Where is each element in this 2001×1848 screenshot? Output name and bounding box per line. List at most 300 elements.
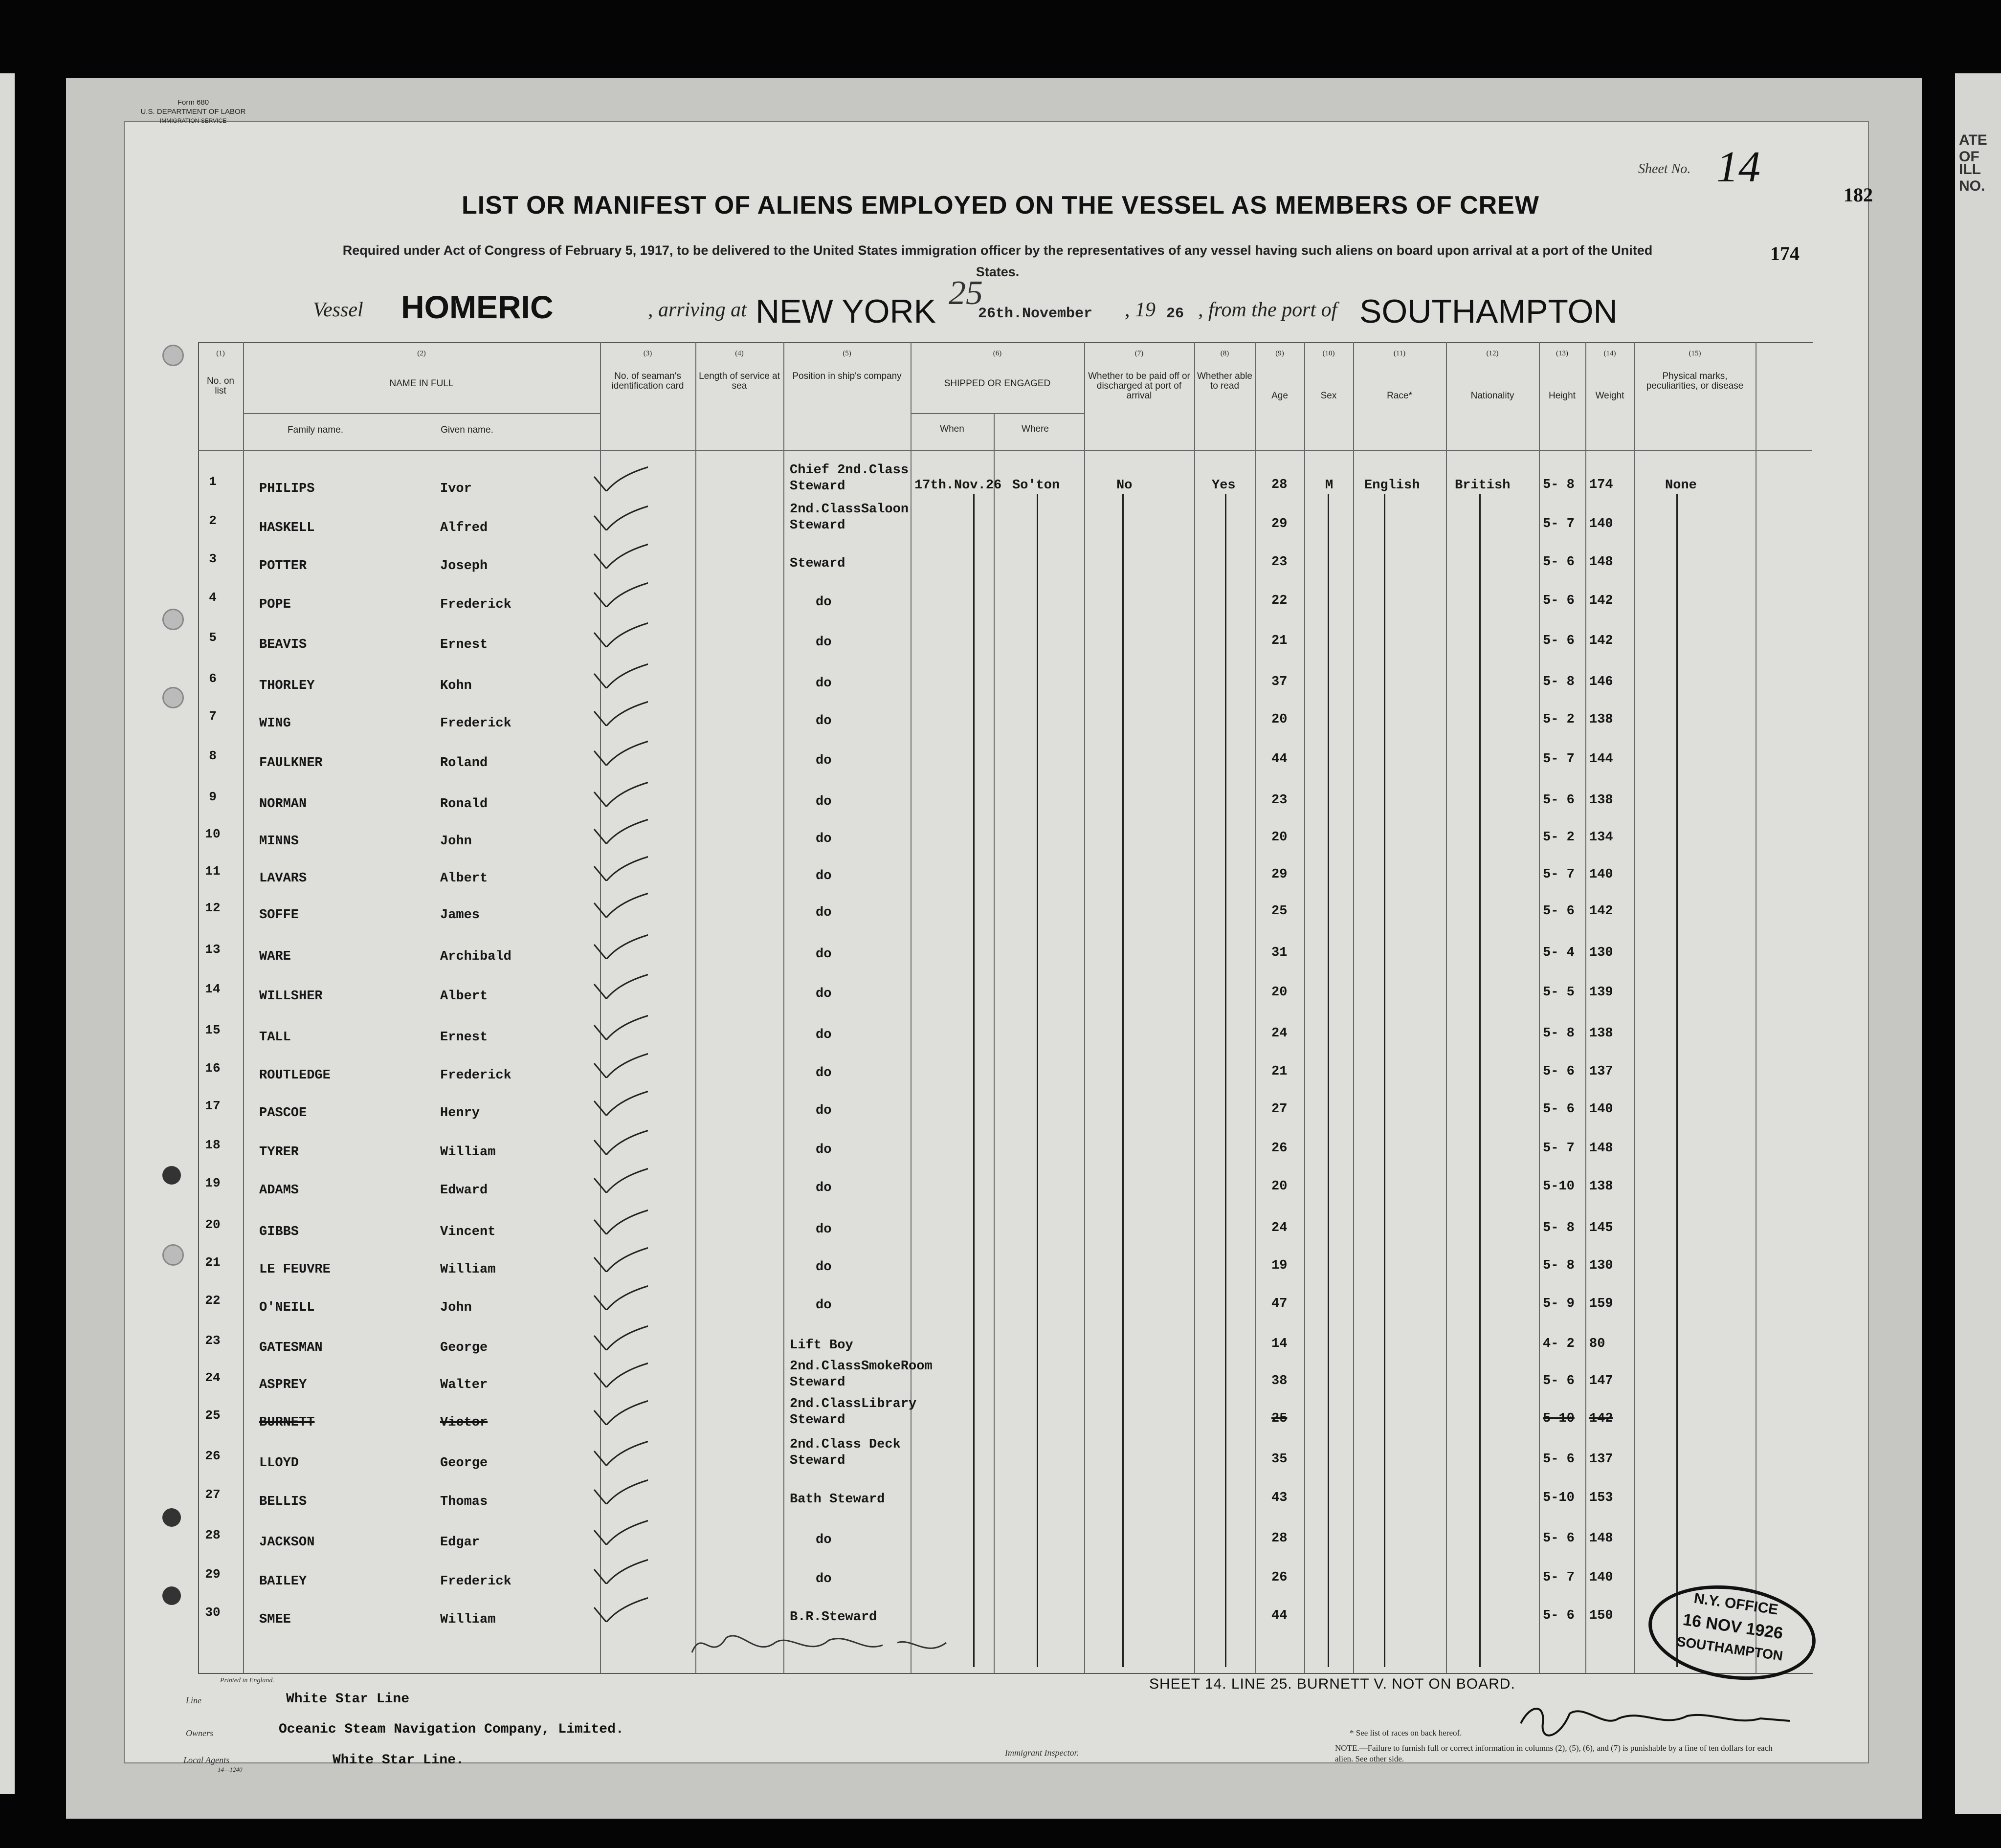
- row-number: 22: [205, 1293, 221, 1308]
- position: do: [816, 635, 832, 650]
- family-name: GIBBS: [259, 1225, 299, 1239]
- height: 5- 8: [1543, 478, 1575, 492]
- arrival-port: NEW YORK: [756, 293, 936, 330]
- height: 5- 8: [1543, 1258, 1575, 1273]
- position: do: [816, 676, 832, 691]
- age: 31: [1271, 946, 1288, 960]
- given-name: Ivor: [440, 482, 472, 496]
- weight: 148: [1589, 1531, 1613, 1546]
- nationality-value: British: [1455, 478, 1511, 493]
- family-name: BAILEY: [259, 1574, 307, 1589]
- name-subheader-line: [243, 413, 600, 414]
- column-divider: [1634, 342, 1635, 1673]
- given-name: Ronald: [440, 797, 488, 812]
- row-number: 12: [205, 901, 221, 915]
- weight: 138: [1589, 1026, 1613, 1041]
- sex-value: M: [1325, 478, 1334, 493]
- weight: 148: [1589, 1141, 1613, 1156]
- position: do: [816, 869, 832, 883]
- position: do: [816, 947, 832, 962]
- row-number: 20: [205, 1217, 221, 1232]
- column-number: (15): [1689, 350, 1701, 357]
- family-name: NORMAN: [259, 797, 307, 812]
- given-name: John: [440, 1300, 472, 1315]
- weight: 142: [1589, 594, 1613, 608]
- binding-hole: [162, 609, 184, 630]
- edge-text: ILL NO.: [1959, 161, 1985, 194]
- row-number: 18: [205, 1138, 221, 1152]
- checkmark-icon: [584, 654, 648, 688]
- column-divider: [1539, 342, 1540, 1673]
- height: 5- 6: [1543, 1608, 1575, 1623]
- age: 44: [1271, 752, 1288, 767]
- given-name: Edward: [440, 1183, 488, 1198]
- family-name: LAVARS: [259, 871, 307, 886]
- checkmark-icon: [584, 1391, 648, 1425]
- column-header: Whether able to read: [1197, 371, 1252, 391]
- position: do: [816, 1103, 832, 1118]
- weight: 140: [1589, 517, 1613, 531]
- column-divider: [1194, 342, 1195, 1673]
- age: 20: [1271, 1179, 1288, 1194]
- where-subheader: Where: [1022, 424, 1049, 434]
- family-name: SMEE: [259, 1612, 291, 1627]
- height: 5- 4: [1543, 946, 1575, 960]
- inspector-signature: [682, 1623, 956, 1667]
- position: do: [816, 905, 832, 920]
- weight: 142: [1589, 1411, 1613, 1426]
- agents-label: Local Agents: [183, 1755, 230, 1765]
- position: do: [816, 1572, 832, 1586]
- height: 5- 7: [1543, 517, 1575, 531]
- checkmark-icon: [584, 692, 648, 726]
- weight: 138: [1589, 712, 1613, 727]
- row-number: 28: [205, 1528, 221, 1542]
- given-name: Frederick: [440, 716, 511, 731]
- height: 5- 8: [1543, 1221, 1575, 1235]
- given-name: Ernest: [440, 638, 488, 652]
- family-name: TYRER: [259, 1145, 299, 1160]
- checkmark-icon: [584, 1044, 648, 1078]
- column-divider: [243, 342, 244, 1673]
- given-name: Frederick: [440, 1574, 511, 1589]
- height: 5- 8: [1543, 1026, 1575, 1041]
- age: 43: [1271, 1491, 1288, 1505]
- height: 5- 6: [1543, 793, 1575, 808]
- weight: 140: [1589, 867, 1613, 882]
- column-header: Weight: [1595, 391, 1624, 401]
- ditto-line-paid: [1122, 494, 1124, 1667]
- weight: 142: [1589, 634, 1613, 648]
- column-divider: [1255, 342, 1256, 1673]
- height: 5- 6: [1543, 594, 1575, 608]
- column-header: Sex: [1320, 391, 1337, 401]
- row-number: 16: [205, 1061, 221, 1076]
- stamp-top-text: N.Y. OFFICE: [1693, 1590, 1779, 1618]
- given-name: Frederick: [440, 1068, 511, 1083]
- row-number: 2: [209, 513, 217, 528]
- department: U.S. DEPARTMENT OF LABOR: [140, 108, 246, 116]
- checkmark-icon: [584, 1006, 648, 1040]
- position: B.R.Steward: [790, 1610, 877, 1625]
- checkmark-icon: [584, 613, 648, 647]
- weight: 130: [1589, 1258, 1613, 1273]
- left-adjacent-page: [0, 73, 15, 1794]
- marks-value: None: [1665, 478, 1697, 493]
- age: 35: [1271, 1452, 1288, 1467]
- height: 5- 8: [1543, 675, 1575, 689]
- row-number: 29: [205, 1567, 221, 1582]
- position: do: [816, 1028, 832, 1042]
- position: do: [816, 1260, 832, 1275]
- agents-code: 14—1240: [218, 1766, 243, 1773]
- column-number: (13): [1556, 350, 1568, 357]
- height: 5- 6: [1543, 555, 1575, 570]
- position: do: [816, 595, 832, 610]
- height: 5- 7: [1543, 752, 1575, 767]
- family-name: MINNS: [259, 834, 299, 849]
- vessel-label: Vessel: [313, 299, 363, 321]
- where-value: So'ton: [1012, 478, 1060, 493]
- age: 21: [1271, 1064, 1288, 1079]
- checkmark-icon: [584, 1470, 648, 1504]
- signature: [1516, 1699, 1809, 1743]
- binding-hole: [162, 1166, 181, 1185]
- weight: 138: [1589, 793, 1613, 808]
- family-name-subheader: Family name.: [287, 425, 344, 435]
- checkmark-icon: [584, 1200, 648, 1234]
- binding-hole: [162, 1586, 181, 1605]
- column-header: No. of seaman's identification card: [611, 371, 684, 391]
- checkmark-icon: [584, 810, 648, 844]
- row-number: 14: [205, 982, 221, 996]
- family-name: POPE: [259, 597, 291, 612]
- position: do: [816, 1222, 832, 1237]
- stamp-date: 16 NOV 1926: [1682, 1610, 1784, 1643]
- checkmark-icon: [584, 731, 648, 766]
- header-divider: [198, 450, 1812, 451]
- position: do: [816, 794, 832, 809]
- page-title: LIST OR MANIFEST OF ALIENS EMPLOYED ON THE VESSEL AS MEMBERS OF CREW: [462, 191, 1539, 220]
- given-name: Victor: [440, 1415, 488, 1430]
- column-number: (10): [1322, 350, 1335, 357]
- position: Steward: [790, 479, 845, 494]
- position: Steward: [790, 1375, 845, 1390]
- column-number: (7): [1134, 350, 1144, 357]
- checkmark-icon: [584, 457, 648, 491]
- weight: 147: [1589, 1374, 1613, 1388]
- printed-note: Printed in England.: [220, 1677, 274, 1684]
- given-name: Roland: [440, 756, 488, 770]
- paid-off-value: No: [1116, 478, 1133, 493]
- column-divider: [695, 342, 696, 1673]
- given-name: Kohn: [440, 679, 472, 693]
- position: do: [816, 1181, 832, 1195]
- row-number: 17: [205, 1099, 221, 1113]
- position: do: [816, 714, 832, 728]
- binding-hole: [162, 1244, 184, 1266]
- ditto-line-sex: [1328, 494, 1329, 1667]
- column-header: Age: [1271, 391, 1288, 401]
- given-name: William: [440, 1262, 496, 1277]
- row-number: 23: [205, 1333, 221, 1348]
- age: 26: [1271, 1141, 1288, 1156]
- column-number: (6): [993, 350, 1002, 357]
- position: Steward: [790, 556, 845, 571]
- row-number: 9: [209, 790, 217, 804]
- family-name: FAULKNER: [259, 756, 323, 770]
- sheet-number-value: 14: [1716, 143, 1760, 191]
- family-name: BELLIS: [259, 1495, 307, 1509]
- column-divider: [1585, 342, 1586, 1673]
- row-number: 10: [205, 827, 221, 841]
- family-name: ASPREY: [259, 1378, 307, 1392]
- page-stamp-number: 182: [1844, 184, 1873, 206]
- family-name: HASKELL: [259, 521, 315, 535]
- given-name-subheader: Given name.: [441, 425, 493, 435]
- checkmark-icon: [584, 1276, 648, 1310]
- arriving-label: , arriving at: [648, 299, 747, 321]
- position: Steward: [790, 1453, 845, 1468]
- column-number: (9): [1275, 350, 1284, 357]
- position: Steward: [790, 1413, 845, 1428]
- position: do: [816, 1533, 832, 1547]
- column-divider: [994, 413, 995, 1673]
- binding-hole: [162, 345, 184, 366]
- age: 28: [1271, 1531, 1288, 1546]
- column-header: NAME IN FULL: [389, 378, 454, 389]
- checkmark-icon: [584, 534, 648, 569]
- height: 5- 6: [1543, 1102, 1575, 1117]
- weight: 142: [1589, 904, 1613, 919]
- row-number: 30: [205, 1605, 221, 1620]
- page-stamp-number-2: 174: [1770, 242, 1800, 264]
- weight: 140: [1589, 1102, 1613, 1117]
- column-divider: [1084, 342, 1085, 1673]
- checkmark-icon: [584, 847, 648, 881]
- weight: 137: [1589, 1452, 1613, 1467]
- height: 4- 2: [1543, 1337, 1575, 1351]
- given-name: William: [440, 1145, 496, 1160]
- age: 24: [1271, 1026, 1288, 1041]
- row-number: 8: [209, 748, 217, 763]
- vessel-name: HOMERIC: [401, 289, 554, 325]
- family-name: WILLSHER: [259, 989, 323, 1004]
- weight: 145: [1589, 1221, 1613, 1235]
- row-number: 5: [209, 630, 217, 645]
- row-number: 7: [209, 709, 217, 724]
- position: do: [816, 753, 832, 768]
- weight: 137: [1589, 1064, 1613, 1079]
- position: do: [816, 1298, 832, 1313]
- inspector-label: Immigrant Inspector.: [1005, 1748, 1079, 1758]
- service: IMMIGRATION SERVICE: [159, 117, 227, 124]
- age: 20: [1271, 712, 1288, 727]
- position: do: [816, 987, 832, 1001]
- height: 5- 6: [1543, 1452, 1575, 1467]
- column-divider: [783, 342, 784, 1673]
- column-header: Physical marks, peculiarities, or disease: [1646, 371, 1744, 391]
- column-header: Race*: [1387, 391, 1412, 401]
- year-prefix: , 19: [1125, 299, 1156, 321]
- row-number: 13: [205, 942, 221, 957]
- owners-value: Oceanic Steam Navigation Company, Limited.: [279, 1722, 624, 1737]
- row-number: 6: [209, 671, 217, 686]
- position-line1: 2nd.Class Deck: [790, 1437, 901, 1452]
- age: 23: [1271, 793, 1288, 808]
- row-number: 15: [205, 1023, 221, 1037]
- family-name: BEAVIS: [259, 638, 307, 652]
- family-name: PASCOE: [259, 1106, 307, 1121]
- height: 5- 5: [1543, 985, 1575, 1000]
- row-number: 11: [205, 864, 221, 879]
- given-name: William: [440, 1612, 496, 1627]
- column-header: Height: [1549, 391, 1576, 401]
- family-name: TALL: [259, 1030, 291, 1045]
- family-name: WARE: [259, 949, 291, 964]
- checkmark-icon: [584, 1431, 648, 1466]
- column-number: (11): [1393, 350, 1406, 357]
- checkmark-icon: [584, 1550, 648, 1584]
- column-divider: [1304, 342, 1305, 1673]
- from-port-label: , from the port of: [1198, 299, 1337, 321]
- column-divider: [1353, 342, 1354, 1673]
- given-name: James: [440, 908, 480, 923]
- shipped-subheader-line: [911, 413, 1084, 414]
- family-name: O'NEILL: [259, 1300, 315, 1315]
- penalty-note: NOTE.—Failure to furnish full or correct information in columns (2), (5), (6), and (7) is punishable by a fine of ten dollars for each alien. See other side.: [1335, 1743, 1773, 1763]
- family-name: GATESMAN: [259, 1341, 323, 1355]
- row-number: 1: [209, 474, 217, 489]
- family-name: LE FEUVRE: [259, 1262, 331, 1277]
- position-line1: 2nd.ClassSmokeRoom: [790, 1359, 933, 1374]
- ditto-line-nationality: [1479, 494, 1481, 1667]
- ditto-line-race: [1384, 494, 1385, 1667]
- given-name: George: [440, 1341, 488, 1355]
- column-header: No. on list: [207, 376, 234, 396]
- height: 5- 6: [1543, 1374, 1575, 1388]
- arrival-year: 26: [1166, 306, 1184, 322]
- position-line1: 2nd.ClassLibrary: [790, 1397, 917, 1411]
- ditto-line-read: [1225, 494, 1226, 1667]
- manifest-table: [198, 342, 1813, 1674]
- age: 44: [1271, 1608, 1288, 1623]
- column-number: (5): [843, 350, 851, 357]
- ditto-line-where: [1037, 494, 1038, 1667]
- race-footnote: * See list of races on back hereof.: [1350, 1728, 1462, 1738]
- position-line1: 2nd.ClassSaloon: [790, 502, 909, 517]
- position: Bath Steward: [790, 1492, 885, 1507]
- weight: 139: [1589, 985, 1613, 1000]
- when-value: 17th.Nov.26: [914, 478, 1002, 493]
- family-name: POTTER: [259, 559, 307, 573]
- position: do: [816, 1143, 832, 1157]
- row-number: 24: [205, 1370, 221, 1385]
- given-name: Edgar: [440, 1535, 480, 1550]
- column-header: Position in ship's company: [792, 371, 902, 381]
- column-header: Length of service at sea: [699, 371, 780, 391]
- age: 37: [1271, 675, 1288, 689]
- family-name: THORLEY: [259, 679, 315, 693]
- agents-value: White Star Line.: [333, 1753, 464, 1768]
- age: 24: [1271, 1221, 1288, 1235]
- age: 22: [1271, 594, 1288, 608]
- weight: 148: [1589, 555, 1613, 570]
- age: 28: [1271, 478, 1288, 492]
- row-number: 27: [205, 1487, 221, 1502]
- page-subtitle: Required under Act of Congress of February 5, 1917, to be delivered to the United States immigration officer by the representatives of any vessel having such aliens on board upon arrival at a port of the United States.: [342, 243, 1653, 279]
- weight: 140: [1589, 1570, 1613, 1585]
- ditto-line-when: [973, 494, 975, 1667]
- age: 14: [1271, 1337, 1288, 1351]
- given-name: Thomas: [440, 1495, 488, 1509]
- arrival-date: 26th.November: [978, 306, 1093, 322]
- column-number: (3): [643, 350, 652, 357]
- height: 5-10: [1543, 1411, 1575, 1426]
- age: 29: [1271, 867, 1288, 882]
- when-subheader: When: [940, 424, 964, 434]
- weight: 146: [1589, 675, 1613, 689]
- given-name: Henry: [440, 1106, 480, 1121]
- form-number: Form 680: [177, 98, 209, 107]
- column-header: Whether to be paid off or discharged at port of arrival: [1088, 371, 1190, 401]
- edge-text: ATE OF: [1959, 132, 1987, 165]
- height: 5- 2: [1543, 712, 1575, 727]
- height: 5- 6: [1543, 634, 1575, 648]
- position: Lift Boy: [790, 1338, 853, 1353]
- weight: 153: [1589, 1491, 1613, 1505]
- given-name: Albert: [440, 871, 488, 886]
- position: do: [816, 832, 832, 846]
- age: 27: [1271, 1102, 1288, 1117]
- column-number: (14): [1603, 350, 1616, 357]
- column-header: Nationality: [1470, 391, 1514, 401]
- date-handwritten: 25: [949, 274, 983, 312]
- height: 5- 7: [1543, 1570, 1575, 1585]
- given-name: George: [440, 1456, 488, 1471]
- checkmark-icon: [584, 772, 648, 807]
- weight: 159: [1589, 1297, 1613, 1311]
- family-name: PHILIPS: [259, 482, 315, 496]
- family-name: JACKSON: [259, 1535, 315, 1550]
- race-value: English: [1364, 478, 1420, 493]
- column-divider: [1446, 342, 1447, 1673]
- read-value: Yes: [1212, 478, 1236, 493]
- age: 20: [1271, 985, 1288, 1000]
- column-number: (4): [735, 350, 744, 357]
- height: 5- 2: [1543, 830, 1575, 845]
- weight: 138: [1589, 1179, 1613, 1194]
- weight: 130: [1589, 946, 1613, 960]
- age: 38: [1271, 1374, 1288, 1388]
- row-number: 21: [205, 1255, 221, 1270]
- checkmark-icon: [584, 496, 648, 530]
- owners-label: Owners: [186, 1728, 214, 1738]
- line-label: Line: [186, 1695, 202, 1705]
- given-name: Ernest: [440, 1030, 488, 1045]
- checkmark-icon: [584, 1159, 648, 1193]
- given-name: Albert: [440, 989, 488, 1004]
- column-number: (1): [216, 350, 225, 357]
- binding-hole: [162, 687, 184, 708]
- checkmark-icon: [584, 1121, 648, 1155]
- given-name: Walter: [440, 1378, 488, 1392]
- checkmark-icon: [584, 1353, 648, 1387]
- age: 25: [1271, 904, 1288, 919]
- given-name: Vincent: [440, 1225, 496, 1239]
- column-number: (12): [1486, 350, 1499, 357]
- checkmark-icon: [584, 925, 648, 959]
